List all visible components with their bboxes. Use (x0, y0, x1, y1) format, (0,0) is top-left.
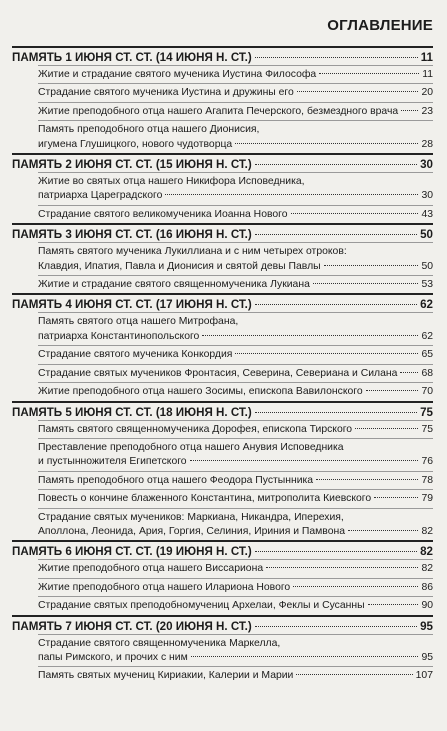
entry-line (38, 423, 433, 437)
entry-page-number: 75 (421, 423, 433, 435)
dot-leader (255, 626, 417, 627)
toc-entry[interactable] (38, 382, 433, 400)
dot-leader (255, 57, 418, 58)
entry-line (38, 138, 433, 152)
entry-title: Житие и страдание святого мученика Иустина Философа (38, 69, 317, 80)
entry-line (38, 441, 433, 455)
entry-line (38, 330, 433, 344)
entry-title: Житие преподобного отца нашего Агапита Печерского, безмездного врача (38, 105, 399, 117)
toc-list (12, 46, 433, 685)
dot-leader (368, 604, 419, 605)
entry-page-number: 79 (421, 493, 433, 505)
dot-leader (291, 213, 419, 214)
entry-title: Память святого священномученика Дорофея, епископа Тирского (38, 423, 353, 435)
entry-title: Страдание святых мучеников Фронтасия, Северина, Севериана и Силана (38, 367, 398, 379)
entry-page-number: 50 (421, 260, 433, 272)
section-title: ПАМЯТЬ 6 ИЮНЯ СТ. СТ. (19 ИЮНЯ Н. СТ.) (12, 545, 252, 559)
entry-line (38, 105, 433, 119)
entry-line (38, 123, 433, 137)
toc-entry[interactable] (38, 666, 433, 684)
toc-entry[interactable] (38, 634, 433, 667)
entry-line (38, 86, 433, 100)
dot-leader (255, 412, 417, 413)
entry-line (38, 525, 433, 539)
toc-entry[interactable] (38, 102, 433, 120)
toc-entry[interactable] (38, 242, 433, 275)
entry-line (38, 562, 433, 576)
entry-line (38, 669, 433, 683)
entry-page-number: 90 (421, 600, 433, 612)
dot-leader (374, 497, 418, 498)
entry-line (38, 385, 433, 399)
toc-entry[interactable] (38, 420, 433, 438)
entry-line (38, 367, 433, 381)
entry-page-number: 86 (421, 581, 433, 593)
section-page-number: 95 (420, 619, 433, 633)
entry-title: Страдание святого священномученика Маркелла, (38, 637, 281, 649)
entry-line (38, 68, 433, 82)
entry-line (38, 175, 433, 189)
entry-page-number: 68 (421, 367, 433, 379)
entry-title: Житие преподобного отца нашего Виссариона (38, 563, 264, 575)
dot-leader (266, 567, 418, 568)
toc-section (12, 401, 433, 541)
entry-page-number: 82 (421, 525, 433, 537)
entry-title: Житие преподобного отца нашего Илариона Нового (38, 581, 291, 593)
dot-leader (165, 194, 418, 195)
entry-title: и пустынножителя Египетского (38, 456, 187, 468)
toc-section (12, 153, 433, 223)
toc-heading: ОГЛАВЛЕНИЕ (327, 17, 433, 34)
entry-line (38, 637, 433, 651)
entry-line (38, 511, 433, 525)
entry-page-number: 70 (421, 386, 433, 398)
entry-line (38, 260, 433, 274)
toc-entry[interactable] (38, 83, 433, 101)
entry-line (38, 245, 433, 259)
entry-line (38, 599, 433, 613)
entry-title: Повесть о кончине блаженного Константина, митрополита Киевского (38, 493, 372, 505)
dot-leader (313, 283, 419, 284)
entry-page-number: 20 (421, 87, 433, 99)
toc-entry[interactable] (38, 364, 433, 382)
dot-leader (191, 656, 419, 657)
entry-title: Память преподобного отца нашего Феодора Пустынника (38, 474, 314, 486)
toc-entry[interactable] (38, 65, 433, 83)
entry-page-number: 11 (422, 69, 433, 80)
entry-page-number: 30 (421, 190, 433, 202)
entry-title: Память святых мучениц Кириакии, Калерии и Марии (38, 670, 294, 682)
toc-section (12, 540, 433, 614)
section-page-number: 50 (420, 228, 433, 242)
section-heading[interactable] (12, 46, 433, 65)
dot-leader (348, 530, 418, 531)
entry-title: Память преподобного отца нашего Дионисия, (38, 124, 260, 136)
toc-entry[interactable] (38, 120, 433, 153)
entry-page-number: 76 (421, 456, 433, 468)
entry-line (38, 348, 433, 362)
dot-leader (235, 353, 418, 354)
entry-title: игумена Глушицкого, нового чудотворца (38, 138, 233, 150)
entry-page-number: 28 (421, 138, 433, 150)
section-heading[interactable] (12, 153, 433, 172)
dot-leader (255, 551, 417, 552)
entry-page-number: 78 (421, 474, 433, 486)
entry-title: Страдание святого мученика Иустина и дружины его (38, 87, 294, 99)
entry-line (38, 455, 433, 469)
toc-entry[interactable] (38, 438, 433, 471)
section-heading[interactable] (12, 223, 433, 242)
entry-line (38, 278, 433, 292)
entry-page-number: 53 (421, 279, 433, 291)
dot-leader (255, 164, 417, 165)
toc-entry[interactable] (38, 578, 433, 596)
section-page-number: 75 (420, 405, 433, 419)
toc-section (12, 46, 433, 153)
dot-leader (401, 110, 418, 111)
entry-title: Память святого мученика Лукиллиана и с ним четырех отроков: (38, 246, 347, 258)
entry-page-number: 65 (421, 349, 433, 361)
entry-title: Страдание святого мученика Конкордия (38, 349, 233, 361)
toc-entry[interactable] (38, 275, 433, 293)
toc-section (12, 293, 433, 400)
toc-entry[interactable] (38, 312, 433, 345)
dot-leader (255, 234, 417, 235)
toc-entry[interactable] (38, 596, 433, 614)
toc-entry[interactable] (38, 205, 433, 223)
entry-page-number: 82 (421, 563, 433, 575)
entry-line (38, 474, 433, 488)
section-title: ПАМЯТЬ 3 ИЮНЯ СТ. СТ. (16 ИЮНЯ Н. СТ.) (12, 228, 252, 242)
section-heading[interactable] (12, 540, 433, 559)
entry-page-number: 95 (421, 651, 433, 663)
section-heading[interactable] (12, 401, 433, 420)
entry-title: патриарха Цареградского (38, 190, 163, 202)
dot-leader (296, 674, 412, 675)
dot-leader (355, 428, 418, 429)
section-heading[interactable] (12, 615, 433, 634)
section-page-number: 11 (420, 51, 433, 64)
toc-section (12, 223, 433, 293)
section-title: ПАМЯТЬ 2 ИЮНЯ СТ. СТ. (15 ИЮНЯ Н. СТ.) (12, 158, 252, 172)
section-page-number: 82 (420, 545, 433, 559)
entry-page-number: 43 (421, 208, 433, 220)
entry-title: Страдание святых преподобномучениц Архелаи, Феклы и Сусанны (38, 600, 365, 612)
entry-page-number: 62 (421, 330, 433, 342)
section-heading[interactable] (12, 293, 433, 312)
toc-entry[interactable] (38, 559, 433, 577)
section-page-number: 30 (420, 158, 433, 172)
entry-title: Житие преподобного отца нашего Зосимы, епископа Вавилонского (38, 386, 363, 398)
section-title: ПАМЯТЬ 5 ИЮНЯ СТ. СТ. (18 ИЮНЯ Н. СТ.) (12, 405, 252, 419)
entry-title: Память святого отца нашего Митрофана, (38, 316, 239, 328)
toc-entry[interactable] (38, 345, 433, 363)
section-page-number: 62 (420, 298, 433, 312)
entry-page-number: 107 (415, 670, 433, 682)
entry-title: Страдание святого великомученика Иоанна Нового (38, 208, 288, 220)
dot-leader (316, 479, 418, 480)
dot-leader (255, 304, 417, 305)
entry-line (38, 492, 433, 506)
entry-title: патриарха Константинопольского (38, 330, 200, 342)
toc-entry[interactable] (38, 471, 433, 489)
dot-leader (293, 586, 418, 587)
entry-title: Преставление преподобного отца нашего Анувия Исповедника (38, 441, 344, 453)
entry-title: Страдание святых мучеников: Маркиана, Никандра, Иперехия, (38, 511, 344, 523)
toc-entry[interactable] (38, 172, 433, 205)
dot-leader (297, 91, 419, 92)
toc-entry[interactable] (38, 508, 433, 541)
toc-section (12, 615, 433, 685)
section-title: ПАМЯТЬ 1 ИЮНЯ СТ. СТ. (14 ИЮНЯ Н. СТ.) (12, 51, 252, 64)
entry-line (38, 651, 433, 665)
entry-line (38, 208, 433, 222)
dot-leader (235, 143, 418, 144)
entry-page-number: 23 (421, 105, 433, 117)
dot-leader (400, 372, 418, 373)
entry-line (38, 189, 433, 203)
entry-title: Житие и страдание святого священномученика Лукиана (38, 279, 310, 291)
dot-leader (319, 73, 419, 74)
section-title: ПАМЯТЬ 4 ИЮНЯ СТ. СТ. (17 ИЮНЯ Н. СТ.) (12, 298, 252, 312)
entry-title: папы Римского, и прочих с ним (38, 651, 188, 663)
entry-title: Клавдия, Ипатия, Павла и Дионисия и святой девы Павлы (38, 260, 321, 272)
dot-leader (324, 265, 419, 266)
entry-line (38, 315, 433, 329)
entry-title: Житие во святых отца нашего Никифора Исповедника, (38, 176, 305, 188)
entry-line (38, 581, 433, 595)
dot-leader (202, 335, 418, 336)
dot-leader (366, 390, 419, 391)
toc-entry[interactable] (38, 489, 433, 507)
section-title: ПАМЯТЬ 7 ИЮНЯ СТ. СТ. (20 ИЮНЯ Н. СТ.) (12, 619, 252, 633)
entry-title: Аполлона, Леонида, Ария, Горгия, Селиния, Ириния и Памвона (38, 525, 345, 537)
dot-leader (190, 460, 419, 461)
